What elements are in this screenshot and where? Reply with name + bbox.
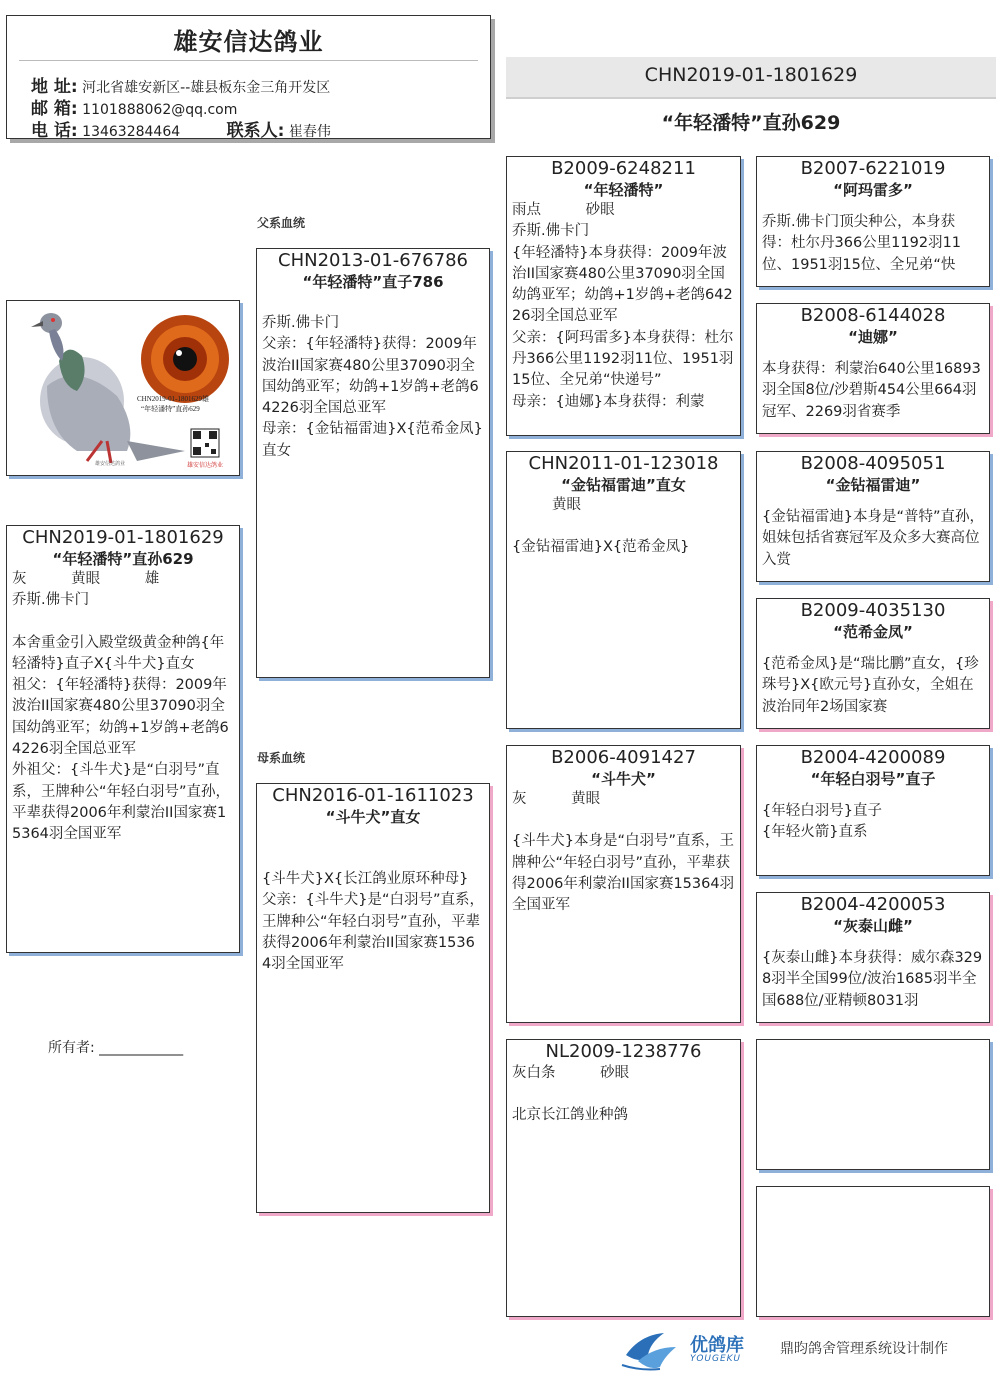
dam-sire-traits: [507, 789, 740, 810]
dam-dam-card: [506, 1039, 741, 1317]
sds-desc: {金钻福雷迪}本身是“普特”直孙，姐妹包括省赛冠军及众多大赛高位入赏: [762, 509, 984, 568]
sire-card: [256, 248, 490, 678]
address-value: 河北省雄安新区--雄县板东金三角开发区: [82, 80, 331, 96]
sdd-card: [756, 598, 990, 729]
brand-logo-icon: [620, 1325, 684, 1373]
sire-sire-color: 雨点: [512, 202, 541, 218]
sss-ring: B2007-6221019: [800, 158, 946, 179]
sire-dam-name: “金钻福雷迪”直女: [561, 476, 686, 494]
dam-dam-color: 灰白条: [512, 1065, 556, 1081]
sss-card: [756, 156, 990, 287]
owner-field: 所有者: ____________: [48, 1040, 184, 1056]
sire-sire-eye: 砂眼: [585, 202, 615, 218]
phone-value: 13463284464: [82, 124, 181, 140]
sdd-desc: {范希金凤}是“瑞比鹏”直女，{珍珠号}X{欧元号}直孙女，全姐在波治同年2场国家赛: [762, 656, 979, 715]
dam-name: “斗牛犬”直女: [325, 808, 421, 826]
dam-sire-desc: {斗牛犬}本身是“白羽号”直系，王牌种公“年轻白羽号”直孙，平辈获得2006年利蒙治II国家赛15364羽全国亚军: [512, 833, 735, 914]
loft-info-box: [6, 15, 491, 139]
footer-credit: 鼎昀鸽舍管理系统设计制作: [780, 1341, 948, 1357]
sire-sire-line: 乔斯.佛卡门: [512, 223, 590, 240]
subject-card: [6, 525, 240, 953]
sss-desc: 乔斯.佛卡门顶尖种公，本身获得：杜尔丹366公里1192羽11位、1951羽15位、全兄弟“快: [762, 214, 962, 273]
sire-sire-name: “年轻潘特”: [583, 181, 664, 199]
dam-dam-desc: 北京长江鸽业种鸽: [512, 1107, 628, 1124]
sds-name: “金钻福雷迪”: [825, 476, 921, 494]
subject-traits: [7, 569, 239, 590]
ssd-name: “迪娜”: [848, 328, 898, 346]
dss-name: “年轻白羽号”直子: [810, 770, 936, 788]
bird-ring: CHN2019-01-1801629: [644, 64, 858, 86]
sire-dam-card: [506, 451, 741, 729]
photo-caption-ring: CHN2019-01-1801629雄: [137, 395, 209, 403]
footer: [620, 1325, 1000, 1373]
sdd-ring: B2009-4035130: [800, 600, 946, 621]
dam-section-label: 母系血统: [257, 751, 306, 765]
dsd-ring: B2004-4200053: [800, 894, 946, 915]
dsd-name: “灰泰山雌”: [833, 917, 913, 935]
dam-dam-eye: 砂眼: [600, 1065, 630, 1081]
sire-line: 乔斯.佛卡门: [262, 315, 340, 331]
dam-sire-name: “斗牛犬”: [591, 770, 656, 788]
dam-dam-ring: NL2009-1238776: [545, 1041, 702, 1062]
dss-ring: B2004-4200089: [800, 747, 946, 768]
sire-name: “年轻潘特”直子786: [302, 273, 444, 291]
dds-card-empty: [756, 1039, 990, 1170]
sire-sire-card: [506, 156, 741, 436]
loft-name: 雄安信达鸽业: [173, 28, 324, 56]
sire-sire-traits: [507, 200, 740, 221]
sire-desc: 父亲：{年轻潘特}获得：2009年波治II国家赛480公里37090羽全国幼鸽亚军；幼鸽+1岁鸽+老鸽64226羽全国总亚军 母亲：{金钻福雷迪}X{范希金凤}直女: [262, 336, 483, 459]
subject-desc: 本舍重金引入殿堂级黄金种鸽{年轻潘特}直子X{斗牛犬}直女 祖父：{年轻潘特}获得：2009年波治II国家赛480公里37090羽全国幼鸽亚军；幼鸽+1岁鸽+老鸽64226羽全国总亚军 外祖父：{斗牛犬}是“白羽号”直系，王牌种公“年轻白羽号”直孙，平辈获得2006年利蒙治II国家赛15364羽全国亚军: [12, 634, 231, 843]
address-label: 地 址:: [31, 77, 78, 97]
subject-name: “年轻潘特”直孙629: [52, 550, 194, 568]
email-label: 邮 箱:: [31, 99, 78, 119]
contact-value: 崔春伟: [288, 124, 331, 140]
photo-caption-name: “年轻潘特”直孙629: [141, 405, 200, 413]
sdd-name: “范希金凤”: [833, 623, 913, 641]
dam-sire-ring: B2006-4091427: [551, 747, 696, 768]
subject-eye: 黄眼: [71, 571, 101, 587]
subject-ring: CHN2019-01-1801629: [22, 527, 224, 548]
dam-card: [256, 783, 490, 1213]
bird-ring-banner: [506, 57, 996, 99]
phone-label: 电 话:: [31, 121, 78, 141]
phone-row: [31, 116, 331, 141]
dss-desc: {年轻白羽号}直子 {年轻火箭}直系: [762, 803, 882, 841]
dam-sire-card: [506, 745, 741, 1023]
brand-name: 优鸽库: [690, 1335, 744, 1356]
subject-sex: 雄: [144, 571, 160, 587]
sire-ring: CHN2013-01-676786: [278, 250, 468, 271]
photo-stamp: 雄安信达鸽业: [187, 462, 224, 469]
ssd-ring: B2008-6144028: [800, 305, 946, 326]
ssd-card: [756, 303, 990, 434]
contact-label: 联系人:: [226, 121, 285, 141]
dam-dam-traits: [507, 1063, 740, 1084]
ddd-card-empty: [756, 1186, 990, 1317]
pigeon-photo: [6, 300, 240, 476]
sire-sire-desc: {年轻潘特}本身获得：2009年波治II国家赛480公里37090羽全国幼鸽亚军；幼鸽+1岁鸽+老鸽64226羽全国总亚军 父亲：{阿玛雷多}本身获得：杜尔丹366公里1192羽11位、1951羽15位、全兄弟“快递号” 母亲：{迪娜}本身获得：利蒙: [512, 244, 734, 410]
sss-name: “阿玛雷多”: [833, 181, 913, 199]
subject-line: 乔斯.佛卡门: [12, 592, 90, 609]
dsd-desc: {灰泰山雌}本身获得：威尔森3298羽半全国99位/波治1685羽半全国688位/亚精顿8031羽: [762, 950, 983, 1009]
sire-sire-ring: B2009-6248211: [551, 158, 696, 179]
dss-card: [756, 745, 990, 876]
ssd-desc: 本身获得：利蒙治640公里16893羽全国8位/沙碧斯454公里664羽冠军、2269羽省赛季: [762, 361, 981, 420]
dam-sire-eye: 黄眼: [571, 791, 601, 807]
sire-dam-ring: CHN2011-01-123018: [528, 453, 719, 474]
bird-name: “年轻潘特”直孙629: [661, 112, 841, 134]
brand-name-en: YOUGEKU: [690, 1354, 742, 1364]
photo-caption-small: 雄安信达鸽业: [95, 461, 126, 467]
sire-dam-eye: 黄眼: [552, 497, 581, 513]
dam-desc: {斗牛犬}X{长江鸽业原环种母} 父亲：{斗牛犬}是“白羽号”直系，王牌种公“年轻白羽号”直孙，平辈获得2006年利蒙治II国家赛15364羽全国亚军: [262, 871, 484, 973]
sire-section-label: 父系血统: [257, 216, 306, 230]
dam-sire-color: 灰: [512, 791, 527, 807]
dsd-card: [756, 892, 990, 1023]
sire-dam-desc: {金钻福雷迪}X{范希金凤}: [512, 539, 690, 556]
sds-ring: B2008-4095051: [800, 453, 946, 474]
subject-color: 灰: [12, 571, 27, 587]
dam-ring: CHN2016-01-1611023: [272, 785, 474, 806]
email-value: 1101888062@qq.com: [82, 102, 238, 118]
header-divider: [19, 60, 478, 61]
sds-card: [756, 451, 990, 582]
